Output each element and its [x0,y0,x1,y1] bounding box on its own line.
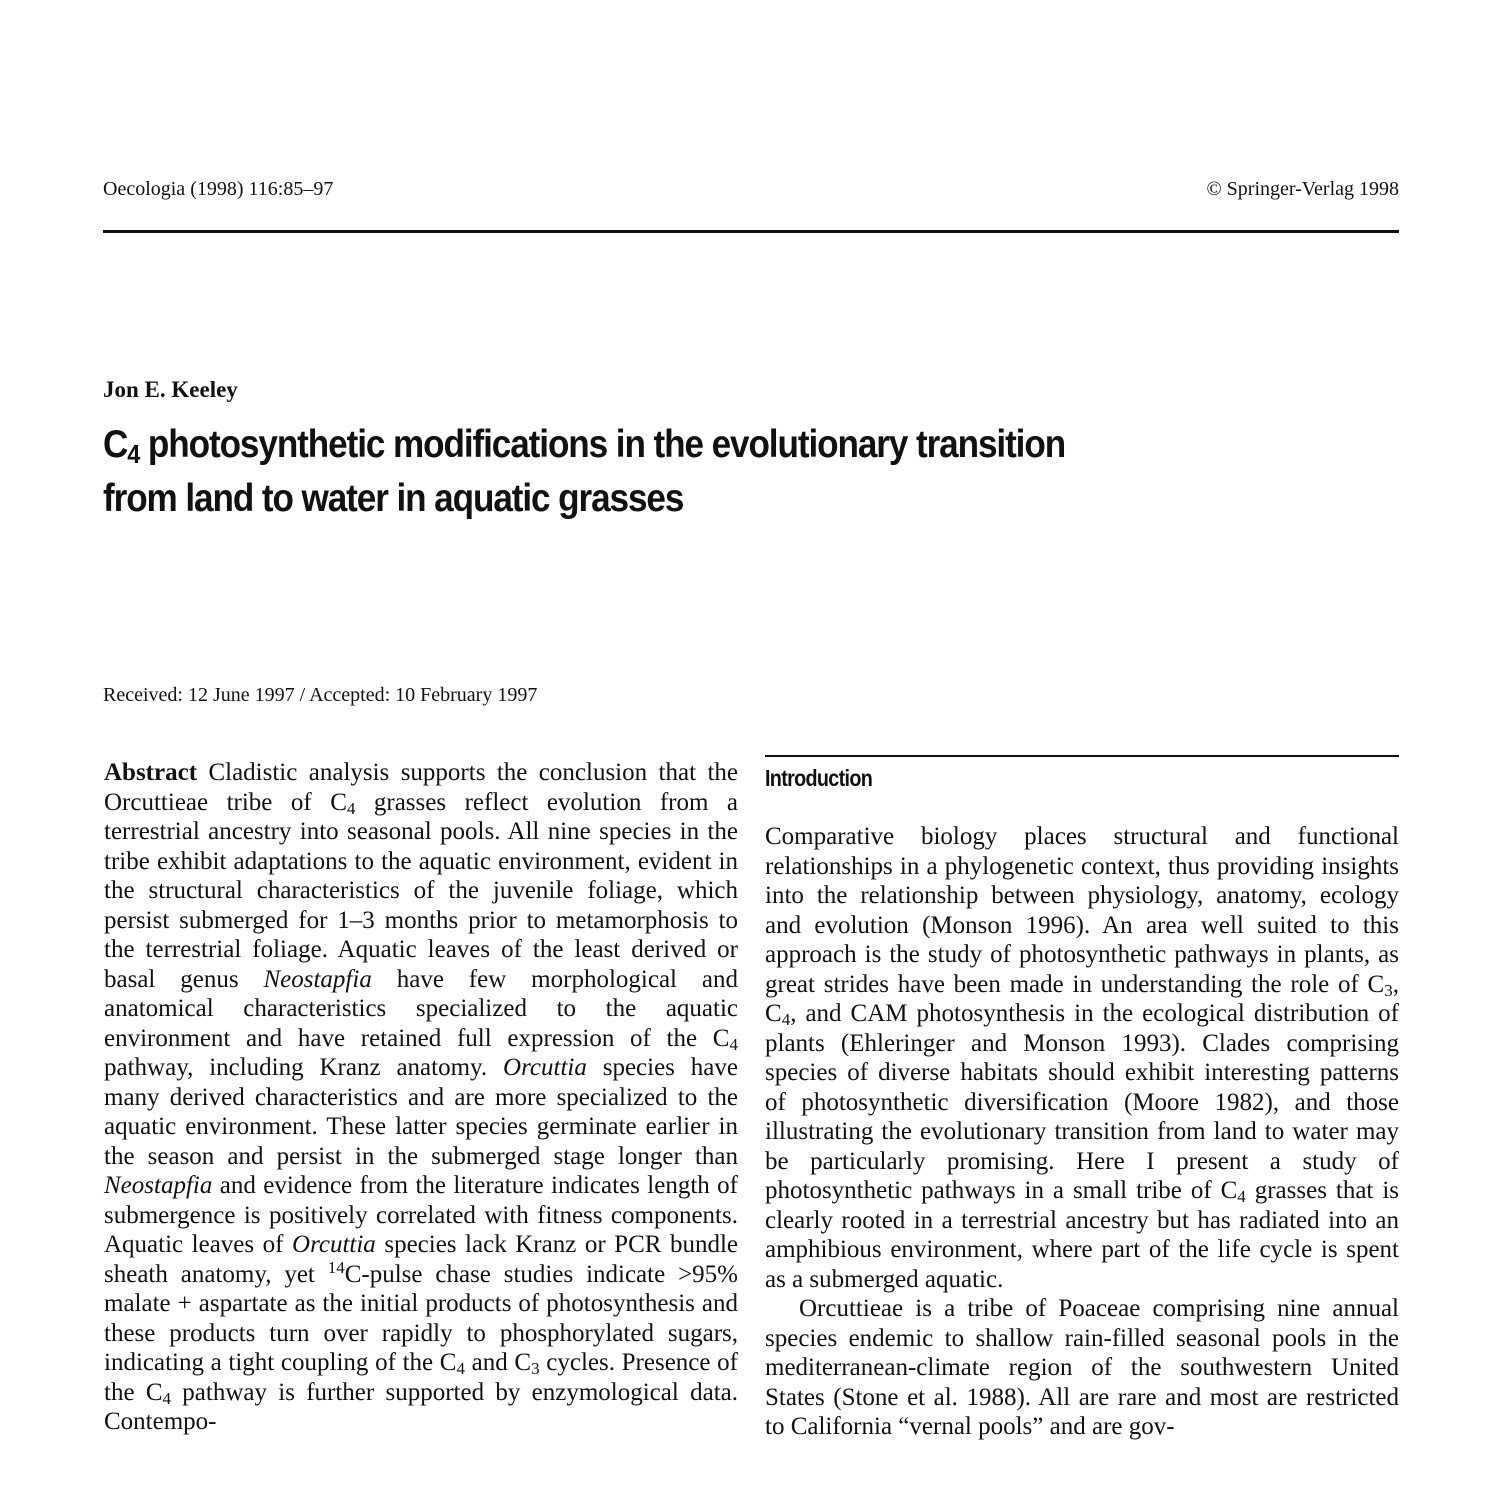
title-subscript: 4 [127,439,140,469]
author-name: Jon E. Keeley [103,377,238,402]
section-rule [765,755,1399,757]
copyright-notice: © Springer-Verlag 1998 [1206,178,1399,200]
abstract-label: Abstract [104,759,198,786]
intro-subscript: 4 [1237,1187,1246,1206]
title-c: C [103,423,128,466]
abstract-paragraph [104,758,738,1437]
abstract-text: and C [464,1349,532,1376]
intro-subscript: 3 [1384,980,1393,1000]
article-title [103,418,1183,526]
abstract-text: cycles. Presence of the C [104,1349,738,1406]
journal-citation: Oecologia (1998) 116:85–97 [103,178,334,200]
header-rule [103,230,1399,233]
intro-paragraph-1 [765,822,1399,1294]
abstract-subscript: 3 [531,1359,540,1378]
intro-text: grasses that is clearly rooted in a terrestrial ancestry but has radiated into an amphibious environment, where part of the life cycle is spent as a submerged aquatic. [765,1177,1399,1293]
abstract-text: have few morphological and anatomical characteristics specialized to the aquatic environment and have retained full expression of the C [104,965,738,1052]
abstract-superscript: 14 [327,1257,345,1277]
title-line2: from land to water in aquatic grasses [103,477,684,520]
genus-name: Orcuttia [292,1231,376,1258]
abstract-text: Cladistic analysis supports the conclusion that the Orcuttieae tribe of C [104,759,738,816]
intro-text: , C [765,970,1399,1027]
abstract-text: pathway, including Kranz anatomy. [104,1054,504,1081]
genus-name: Neostapfia [263,965,372,993]
intro-text: Comparative biology places structural and functional relationships in a phylogenetic context, thus providing insights into the relationship between physiology, anatomy, ecology and evolution (Monson 1996). An area well suited to this approach is the study of photosynthetic pathways in plants, as great strides have been made in understanding the role of C [765,823,1399,998]
abstract-text: species lack Kranz or PCR bundle sheath anatomy, yet [104,1231,738,1288]
intro-paragraph-2: Orcuttieae is a tribe of Poaceae comprising nine annual species endemic to shallow rain-filled seasonal pools in the mediterranean-climate region of the southwestern United States (Stone et al. 1988). All are rare and most are restricted to California “vernal pools” and are gov- [765,1295,1399,1440]
received-accepted-dates: Received: 12 June 1997 / Accepted: 10 February 1997 [103,684,538,706]
genus-name: Neostapfia [104,1172,213,1199]
abstract-text: and evidence from the literature indicates length of submergence is positively correlated with fitness components. Aquatic leaves of [104,1172,738,1258]
abstract-subscript: 4 [162,1388,171,1408]
title-line1: photosynthetic modifications in the evolutionary transition [139,423,1066,466]
abstract-subscript: 4 [346,798,356,818]
abstract-subscript: 4 [729,1034,738,1054]
intro-text: , and CAM photosynthesis in the ecological distribution of plants (Ehleringer and Monson 1993). Clades comprising species of diverse habitats should exhibit interesting patterns of photosynthetic diversification (Moore 1982), and those illustrating the evolutionary transition from land to water may be particularly promising. Here I present a study of photosynthetic pathways in a small tribe of C [765,1000,1399,1204]
abstract-subscript: 4 [456,1359,465,1378]
abstract-text: pathway is further supported by enzymological data. Contempo- [104,1378,738,1435]
abstract-text: species have many derived characteristics and are more specialized to the aquatic environment. These latter species germinate earlier in the season and persist in the submerged stage longer than [104,1054,738,1170]
intro-subscript: 4 [781,1010,791,1029]
genus-name: Orcuttia [503,1054,587,1081]
introduction-body [765,822,1399,1442]
abstract [104,758,738,1437]
abstract-text: grasses reflect evolution from a terrestrial ancestry into seasonal pools. All nine species in the tribe exhibit adaptations to the aquatic environment, evident in the structural characteristics of the juvenile foliage, which persist submerged for 1–3 months prior to metamorphosis to the terrestrial foliage. Aquatic leaves of the least derived or basal genus [104,788,738,993]
section-heading-introduction: Introduction [765,765,873,791]
abstract-text: C-pulse chase studies indicate >95% malate + aspartate as the initial products of photosynthesis and these products turn over rapidly to phosphorylated sugars, indicating a tight coupling of the C [104,1260,738,1376]
